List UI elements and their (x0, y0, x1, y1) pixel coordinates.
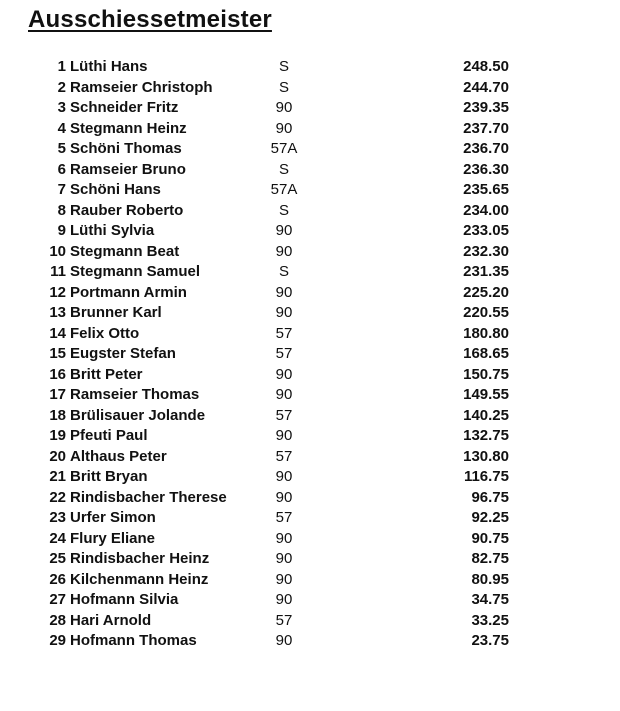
category: 57 (275, 324, 293, 342)
shooter-name: Kilchenmann Heinz (70, 570, 209, 588)
result-row (0, 78, 620, 99)
result-row (0, 262, 620, 283)
rank: 10 (49, 242, 66, 260)
result-row (0, 201, 620, 222)
score: 130.80 (463, 447, 509, 465)
result-row (0, 508, 620, 529)
category: 57A (270, 181, 298, 198)
result-row (0, 426, 620, 447)
rank: 14 (49, 324, 66, 342)
result-row (0, 180, 620, 201)
shooter-name: Ramseier Bruno (70, 160, 186, 178)
rank: 7 (57, 181, 66, 198)
result-row (0, 467, 620, 488)
score: 239.35 (463, 99, 509, 116)
rank: 4 (57, 119, 66, 137)
score: 150.75 (463, 365, 509, 383)
shooter-name: Hofmann Silvia (70, 591, 179, 608)
category: S (278, 263, 289, 280)
category: 57A (270, 140, 298, 157)
shooter-name: Felix Otto (70, 324, 140, 342)
rank: 25 (49, 550, 66, 567)
shooter-name: Schöni Hans (70, 181, 161, 198)
result-row (0, 303, 620, 324)
category: 90 (275, 570, 293, 588)
shooter-name: Hofmann Thomas (70, 632, 197, 649)
shooter-name: Stegmann Samuel (70, 263, 201, 280)
score: 34.75 (471, 591, 509, 608)
result-row (0, 590, 620, 611)
rank: 6 (57, 160, 66, 178)
category: 57 (275, 345, 293, 362)
category: 90 (275, 386, 293, 403)
result-row (0, 283, 620, 304)
score: 234.00 (463, 201, 509, 219)
rank: 29 (49, 632, 66, 649)
rank: 1 (57, 58, 66, 75)
category: 57 (275, 611, 293, 629)
category: S (278, 201, 289, 219)
category: 90 (275, 304, 293, 321)
category: 57 (275, 509, 293, 526)
result-row (0, 529, 620, 550)
shooter-name: Lüthi Sylvia (70, 222, 155, 239)
score: 236.30 (463, 160, 509, 178)
result-row (0, 324, 620, 345)
rank: 24 (49, 529, 66, 547)
score: 233.05 (463, 222, 509, 239)
shooter-name: Brunner Karl (70, 304, 162, 321)
rank: 18 (49, 406, 66, 424)
score: 82.75 (471, 550, 509, 567)
rank: 27 (49, 591, 66, 608)
category: S (278, 78, 289, 96)
shooter-name: Britt Peter (70, 365, 143, 383)
score: 236.70 (463, 140, 509, 157)
rank: 13 (49, 304, 66, 321)
result-row (0, 406, 620, 427)
category: 90 (275, 427, 293, 444)
category: 90 (275, 283, 293, 301)
result-row (0, 139, 620, 160)
score: 248.50 (463, 58, 509, 75)
rank: 23 (49, 509, 66, 526)
rank: 17 (49, 386, 66, 403)
score: 140.25 (463, 406, 509, 424)
category: 90 (275, 488, 293, 506)
rank: 3 (57, 99, 66, 116)
rank: 15 (49, 345, 66, 362)
shooter-name: Stegmann Beat (70, 242, 180, 260)
shooter-name: Ramseier Christoph (70, 78, 213, 96)
result-row (0, 160, 620, 181)
score: 23.75 (471, 632, 509, 649)
category: 90 (275, 365, 293, 383)
rank: 16 (49, 365, 66, 383)
score: 90.75 (471, 529, 509, 547)
result-row (0, 221, 620, 242)
result-row (0, 549, 620, 570)
result-row (0, 570, 620, 591)
category: S (278, 160, 289, 178)
category: 90 (275, 222, 293, 239)
page-title: Ausschiessetmeister (28, 6, 272, 33)
score: 232.30 (463, 242, 509, 260)
shooter-name: Rindisbacher Heinz (70, 550, 210, 567)
score: 220.55 (463, 304, 509, 321)
score: 80.95 (471, 570, 509, 588)
category: 90 (275, 99, 293, 116)
score: 231.35 (463, 263, 509, 280)
category: 90 (275, 119, 293, 137)
category: 57 (275, 447, 293, 465)
shooter-name: Brülisauer Jolande (70, 406, 206, 424)
score: 235.65 (463, 181, 509, 198)
shooter-name: Schöni Thomas (70, 140, 182, 157)
rank: 11 (50, 263, 66, 280)
results-list (0, 57, 620, 652)
rank: 5 (57, 140, 66, 157)
category: 90 (275, 591, 293, 608)
category: 90 (275, 550, 293, 567)
rank: 2 (57, 78, 66, 96)
shooter-name: Schneider Fritz (70, 99, 179, 116)
score: 225.20 (463, 283, 509, 301)
result-row (0, 57, 620, 78)
score: 33.25 (471, 611, 509, 629)
rank: 28 (49, 611, 66, 629)
rank: 12 (49, 283, 66, 301)
rank: 9 (57, 222, 66, 239)
shooter-name: Rindisbacher Therese (70, 488, 227, 506)
score: 244.70 (463, 78, 509, 96)
score: 96.75 (471, 488, 509, 506)
result-row (0, 385, 620, 406)
score: 92.25 (471, 509, 509, 526)
shooter-name: Flury Eliane (70, 529, 156, 547)
category: 90 (275, 632, 293, 649)
result-row (0, 119, 620, 140)
score: 180.80 (463, 324, 509, 342)
score: 116.75 (463, 468, 509, 485)
category: 57 (275, 406, 293, 424)
score: 237.70 (463, 119, 509, 137)
result-row (0, 611, 620, 632)
result-row (0, 488, 620, 509)
score: 149.55 (463, 386, 509, 403)
category: 90 (275, 242, 293, 260)
shooter-name: Stegmann Heinz (70, 119, 187, 137)
shooter-name: Pfeuti Paul (70, 427, 148, 444)
result-row (0, 344, 620, 365)
category: 90 (275, 529, 293, 547)
shooter-name: Hari Arnold (70, 611, 152, 629)
rank: 19 (49, 427, 66, 444)
score: 168.65 (463, 345, 509, 362)
rank: 20 (49, 447, 66, 465)
rank: 8 (57, 201, 66, 219)
result-row (0, 98, 620, 119)
shooter-name: Rauber Roberto (70, 201, 184, 219)
score: 132.75 (463, 427, 509, 444)
category: 90 (275, 468, 293, 485)
rank: 26 (49, 570, 66, 588)
rank: 22 (49, 488, 66, 506)
shooter-name: Ramseier Thomas (70, 386, 200, 403)
shooter-name: Althaus Peter (70, 447, 167, 465)
category: S (278, 58, 289, 75)
shooter-name: Eugster Stefan (70, 345, 176, 362)
result-row (0, 242, 620, 263)
result-row (0, 447, 620, 468)
shooter-name: Urfer Simon (70, 509, 156, 526)
rank: 21 (49, 468, 66, 485)
result-row (0, 365, 620, 386)
shooter-name: Lüthi Hans (70, 58, 148, 75)
result-row (0, 631, 620, 652)
shooter-name: Britt Bryan (70, 468, 148, 485)
shooter-name: Portmann Armin (70, 283, 187, 301)
